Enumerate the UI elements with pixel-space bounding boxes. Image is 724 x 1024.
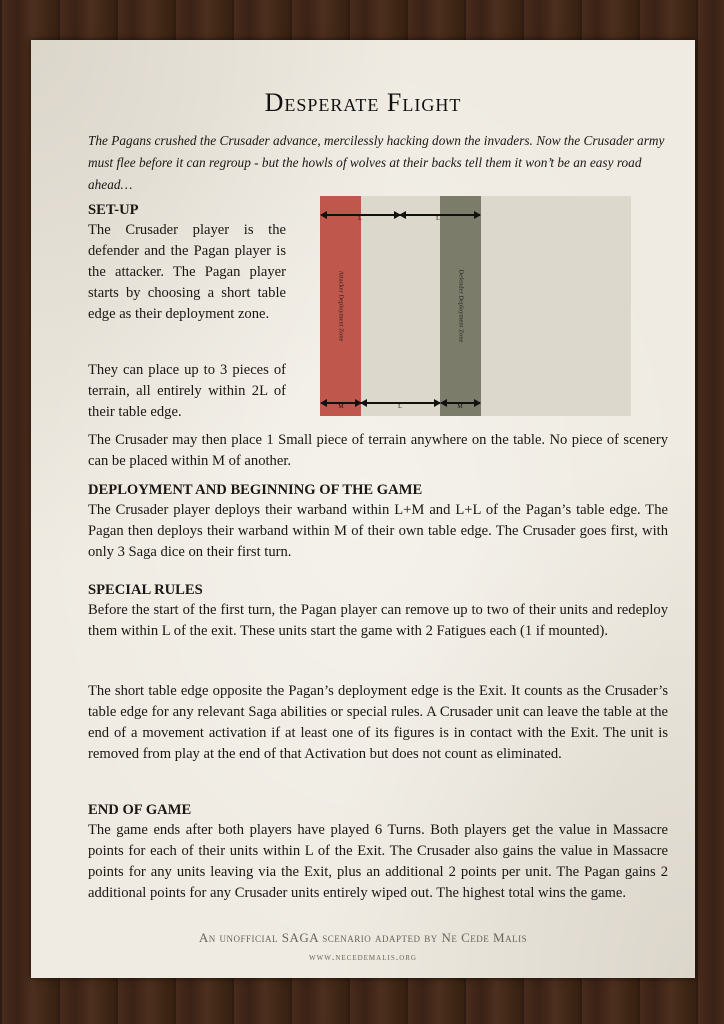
scenario-page [31,40,695,978]
footer-url[interactable]: www.necedemalis.org [309,952,417,963]
bottom-mid-arrow-label: L [398,404,402,410]
end-of-game-paragraph: The game ends after both players have played 6 Turns. Both players get the value in Massacre points for each of their units within L of the Exit. The Crusader also gains the value in Massacre points for any units leaving via the Exit, plus an additional 2 points per unit. The Pagan gains 2 additional points for any Crusader units entirely wiped out. The highest total wins the game. [88,822,668,901]
bottom-right-arrow-label: M [457,404,463,410]
end-of-game-heading: END OF GAME [88,802,192,818]
top-left-arrow-label: L [358,216,362,222]
setup-paragraph-1: The Crusader player is the defender and the Pagan player is the attacker. The Pagan player starts by choosing a short table edge as their deployment zone. [88,222,286,322]
defender-zone-label: Defender Deployment Zone [457,269,464,343]
special-rules-paragraph-2: The short table edge opposite the Pagan’s deployment edge is the Exit. It counts as the Crusader’s table edge for any relevant Saga abilities or special rules. A Crusader unit can leave the table at the end of a movement activation if at least one of its figures is in contact with the Exit. The unit is removed from play at the end of that Activation but does not count as eliminated. [88,683,668,762]
bottom-left-arrow-label: M [338,404,344,410]
setup-paragraph-3: The Crusader may then place 1 Small piece of terrain anywhere on the table. No piece of scenery can be placed within M of another. [88,432,668,469]
attacker-zone-label: Attacker Deployment Zone [337,270,344,342]
deployment-heading: DEPLOYMENT AND BEGINNING OF THE GAME [88,482,423,498]
attacker-deployment-zone [320,196,361,416]
page-title: Desperate Flight [264,88,462,117]
deployment-paragraph: The Crusader player deploys their warband within L+M and L+L of the Pagan’s table edge. The Pagan then deploys their warband within M of their own table edge. The Crusader goes first, with only 3 Saga dice on their first turn. [88,502,668,560]
intro-text: The Pagans crushed the Crusader advance, mercilessly hacking down the invaders. Now the Crusader army must flee before it can regroup - but the howls of wolves at their backs tell them it won’t be an easy road ahead… [88,133,665,192]
setup-paragraph-2: They can place up to 3 pieces of terrain, all entirely within 2L of their table edge. [88,362,286,420]
deployment-map [320,196,631,416]
footer-credit: An unofficial SAGA scenario adapted by Ne Cede Malis [198,930,528,945]
setup-heading: SET-UP [88,202,139,218]
special-rules-heading: SPECIAL RULES [88,582,203,598]
special-rules-paragraph-1: Before the start of the first turn, the Pagan player can remove up to two of their units and redeploy them within L of the exit. These units start the game with 2 Fatigues each (1 if mounted). [88,602,668,639]
top-right-arrow-label: L [436,216,440,222]
defender-deployment-zone [440,196,481,416]
